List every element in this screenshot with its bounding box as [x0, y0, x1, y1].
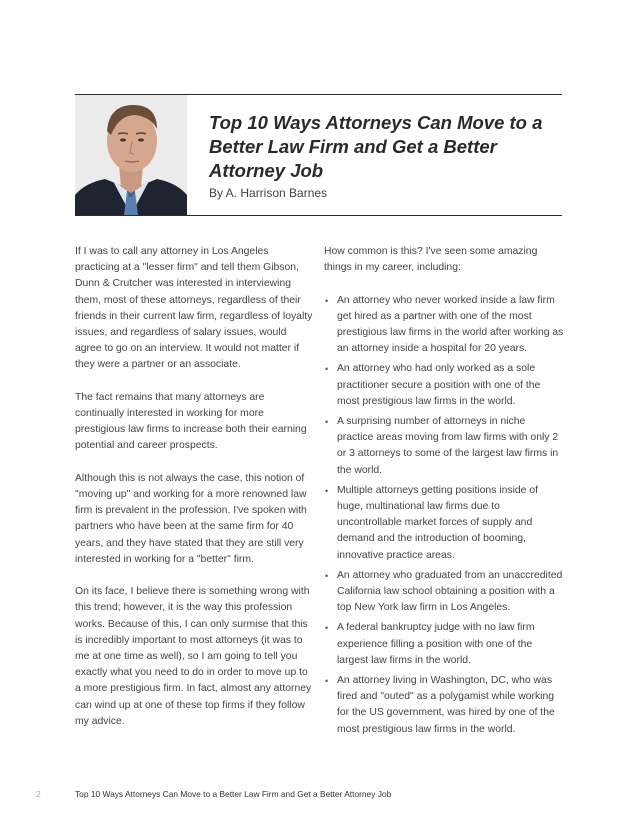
list-item: • An attorney who never worked inside a law firm get hired as a partner with one of the most prestigious law firms in the world after working as an attorney inside a hospital for 20 years. [324, 293, 564, 358]
list-item: • An attorney living in Washington, DC, who was fired and "outed" as a polygamist while working for the US government, was hired by one of the most prestigious law firms in the world. [324, 673, 564, 738]
footer-title: Top 10 Ways Attorneys Can Move to a Better Law Firm and Get a Better Attorney Job [75, 789, 392, 799]
body-paragraph: On its face, I believe there is something wrong with this trend; however, it is the way this profession works. Because of this, I can only surmise that this is incredibly important to most attorneys (it was to me at one time as well), so I am going to tell you exactly what you need to do in order to move up to a more prestigious firm. In fact, almost any attorney can wind up at one of these top firms if they follow my advice. [75, 586, 312, 727]
list-item: • Multiple attorneys getting positions inside of huge, multinational law firms due to uncontrollable market forces of supply and demand and the introduction of booming, innovative practice areas. [324, 483, 564, 564]
body-paragraph: If I was to call any attorney in Los Angeles practicing at a "lesser firm" and tell them Gibson, Dunn & Crutcher was interested in interviewing them, most of these attorneys, regardless of their friends in their current law firm, regardless of loyalty issues, and regardless of salary issues, would agree to go on an interview. It would not matter if they were a partner or an associate. [75, 246, 313, 371]
body-paragraph: The fact remains that many attorneys are continually interested in working for more prestigious law firms to increase both their earning potential and career prospects. [75, 391, 307, 452]
list-item: • A federal bankruptcy judge with no law firm experience filling a position with one of the largest law firms in the world. [324, 620, 564, 669]
list-item: • An attorney who had only worked as a sole practitioner secure a position with one of the most prestigious law firms in the world. [324, 361, 564, 410]
article-title: Top 10 Ways Attorneys Can Move to a Better Law Firm and Get a Better Attorney Job [209, 112, 543, 181]
examples-list [324, 293, 564, 738]
right-column [324, 244, 564, 742]
header-bottom-rule [75, 215, 562, 216]
bullets-intro: How common is this? I've seen some amazing things in my career, including: [324, 246, 538, 274]
author-portrait [75, 95, 187, 215]
left-column [75, 244, 315, 746]
body-paragraph: Although this is not always the case, this notion of "moving up" and working for a more renowned law firm is prevalent in the profession. I've spoken with partners who have been at the same firm for 40 years, and they have stated that they are still very interested in working for a "better" firm. [75, 472, 307, 565]
list-item: • A surprising number of attorneys in niche practice areas moving from law firms with only 2 or 3 attorneys to some of the largest law firms in the world. [324, 414, 564, 479]
list-item: • An attorney who graduated from an unaccredited California law school obtaining a position with a top New York law firm in Los Angeles. [324, 568, 564, 617]
author-byline: By A. Harrison Barnes [209, 186, 328, 200]
page-number: 2 [36, 789, 41, 799]
